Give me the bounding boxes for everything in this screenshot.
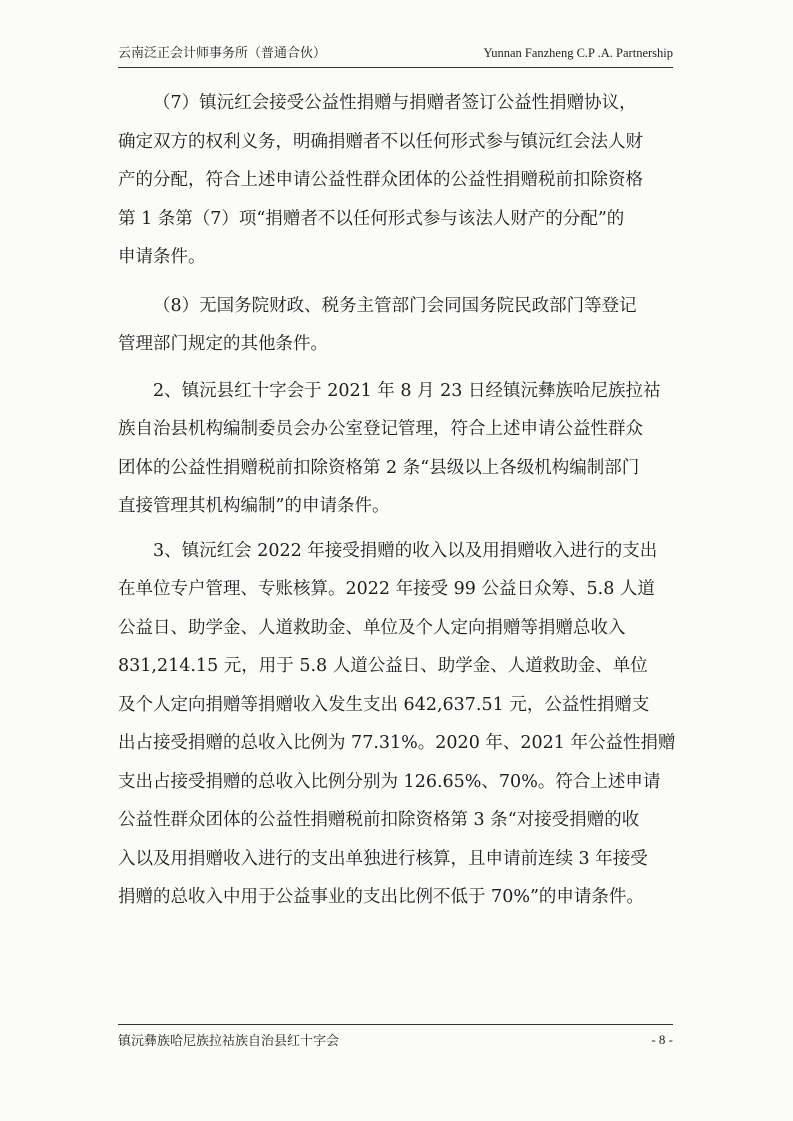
text-line: 直接管理其机构编制”的申请条件。 — [118, 496, 390, 516]
text-line: 831,214.15 元，用于 5.8 人道公益日、助学金、人道救助金、单位 — [118, 656, 648, 676]
text-line: 申请条件。 — [118, 247, 206, 267]
paragraph-section-3 — [118, 532, 678, 917]
text-line: （8）无国务院财政、税务主管部门会同国务院民政部门等登记 — [153, 295, 637, 316]
text-line: （7）镇沅红会接受公益性捐赠与捐赠者签订公益性捐赠协议， — [153, 93, 637, 113]
text-line: 产的分配，符合上述申请公益性群众团体的公益性捐赠税前扣除资格 — [118, 170, 643, 190]
text-line: 支出占接受捐赠的总收入比例分别为 126.65%、70%。符合上述申请 — [118, 771, 661, 792]
text-line: 捐赠的总收入中用于公益事业的支出比例不低于 70%”的申请条件。 — [118, 887, 644, 907]
text-line: 公益性群众团体的公益性捐赠税前扣除资格第 3 条“对接受捐赠的收 — [118, 810, 640, 830]
header-firm-name-en: Yunnan Fanzheng C.P .A. Partnership — [483, 46, 673, 60]
page-number: - 8 - — [651, 1031, 673, 1047]
footer-organization-name: 镇沅彝族哈尼族拉祜族自治县红十字会 — [118, 1034, 340, 1049]
page-footer — [118, 1024, 673, 1050]
header-firm-name: 云南泛正会计师事务所（普通合伙） — [118, 46, 327, 61]
paragraph-item-7 — [118, 84, 678, 277]
document-body — [118, 84, 678, 917]
text-line: 公益日、助学金、人道救助金、单位及个人定向捐赠等捐赠总收入 — [118, 617, 626, 638]
page-header — [118, 38, 673, 68]
paragraph-section-2 — [118, 372, 678, 526]
text-line: 在单位专户管理、专账核算。2022 年接受 99 公益日众筹、5.8 人道 — [118, 579, 655, 599]
text-line: 管理部门规定的其他条件。 — [118, 334, 328, 354]
text-line: 确定双方的权利义务，明确捐赠者不以任何形式参与镇沅红会法人财 — [118, 131, 643, 152]
text-line: 团体的公益性捐赠税前扣除资格第 2 条“县级以上各级机构编制部门 — [118, 457, 640, 478]
paragraph-item-8 — [118, 287, 678, 364]
text-line: 2、镇沅县红十字会于 2021 年 8 月 23 日经镇沅彝族哈尼族拉祜 — [153, 380, 661, 401]
text-line: 第 1 条第（7）项“捐赠者不以任何形式参与该法人财产的分配”的 — [118, 208, 625, 229]
text-line: 族自治县机构编制委员会办公室登记管理，符合上述申请公益性群众 — [118, 419, 643, 439]
text-line: 3、镇沅红会 2022 年接受捐赠的收入以及用捐赠收入进行的支出 — [153, 540, 658, 561]
text-line: 及个人定向捐赠等捐赠收入发生支出 642,637.51 元，公益性捐赠支 — [118, 694, 650, 715]
text-line: 出占接受捐赠的总收入比例为 77.31%。2020 年、2021 年公益性捐赠 — [118, 733, 676, 753]
text-line: 入以及用捐赠收入进行的支出单独进行核算，且申请前连续 3 年接受 — [118, 848, 648, 869]
